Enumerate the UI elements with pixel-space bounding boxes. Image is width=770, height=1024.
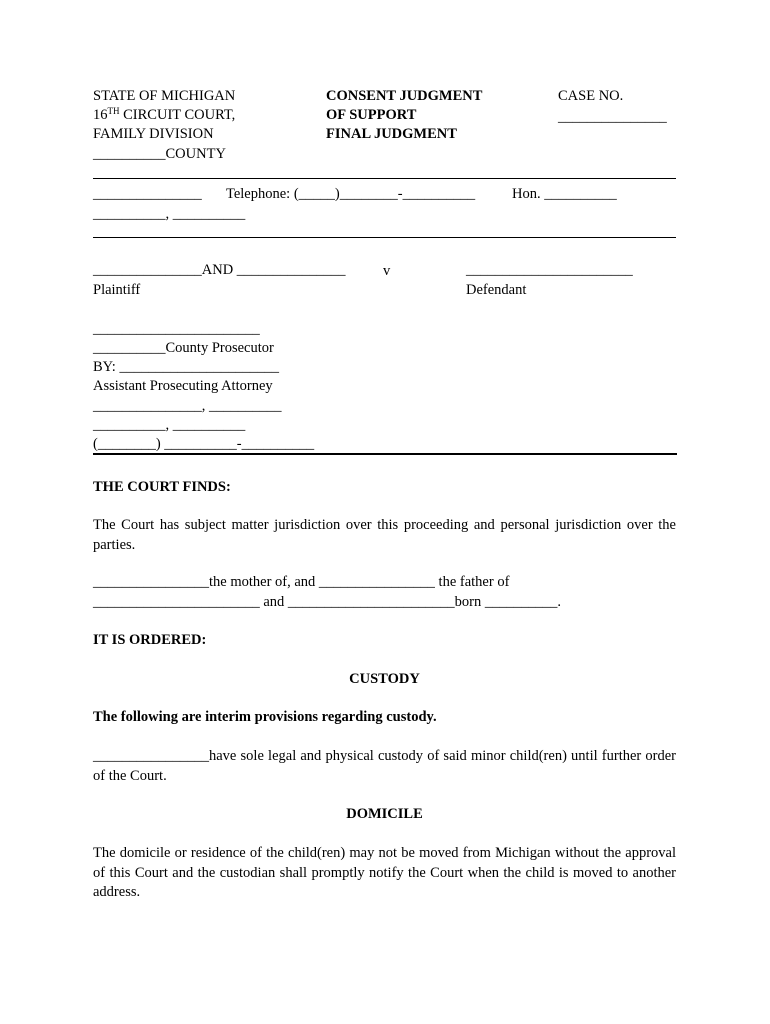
divider — [93, 237, 676, 238]
parents-line-2[interactable]: _______________________ and _______________________born __________. — [93, 594, 562, 610]
court-county: __________COUNTY — [93, 146, 226, 162]
court-division: FAMILY DIVISION — [93, 126, 214, 142]
divider — [93, 178, 676, 179]
jurisdiction-paragraph: The Court has subject matter jurisdiction over this proceeding and personal jurisdiction over the parties. — [93, 517, 676, 553]
plaintiff-label: Plaintiff — [93, 282, 141, 298]
county-prosecutor-field[interactable]: __________County Prosecutor — [93, 340, 274, 356]
interim-provisions-heading: The following are interim provisions regarding custody. — [93, 709, 437, 725]
court-finds-heading: THE COURT FINDS: — [93, 479, 231, 495]
address-field[interactable]: __________, __________ — [93, 206, 246, 222]
assistant-prosecutor-label: Assistant Prosecuting Attorney — [93, 378, 273, 394]
custody-heading: CUSTODY — [349, 671, 420, 687]
custody-paragraph[interactable]: ________________have sole legal and physical custody of said minor child(ren) until further order of the Court. — [93, 748, 676, 784]
circuit-ordinal: TH — [107, 106, 120, 116]
attorney-name-field[interactable]: _______________ — [93, 186, 202, 202]
section-divider — [93, 453, 677, 455]
prosecutor-signature-field[interactable]: _______________________ — [93, 321, 260, 337]
judge-field[interactable]: Hon. __________ — [512, 186, 617, 202]
ordered-heading: IT IS ORDERED: — [93, 632, 207, 648]
defendant-field[interactable]: _______________________ — [466, 262, 633, 278]
domicile-paragraph: The domicile or residence of the child(ren) may not be moved from Michigan without the approval of this Court and the custodian shall promptly notify the Court when the child is moved to another address. — [93, 845, 676, 900]
court-circuit — [93, 106, 235, 125]
circuit-label: CIRCUIT COURT, — [119, 107, 236, 123]
versus-label: v — [383, 263, 391, 279]
domicile-heading: DOMICILE — [346, 806, 423, 822]
by-field[interactable]: BY: ______________________ — [93, 359, 279, 375]
plaintiff-field[interactable]: _______________AND _______________ — [93, 262, 346, 278]
doc-title-line1: CONSENT JUDGMENT — [326, 88, 483, 104]
prosecutor-address-field[interactable]: _______________, __________ — [93, 398, 282, 414]
doc-title-line2: OF SUPPORT — [326, 107, 417, 123]
doc-title-line3: FINAL JUDGMENT — [326, 126, 457, 142]
parents-line-1[interactable]: ________________the mother of, and ________________ the father of — [93, 574, 510, 590]
telephone-field[interactable]: Telephone: (_____)________-__________ — [226, 186, 476, 202]
circuit-number: 16 — [93, 107, 108, 123]
court-state: STATE OF MICHIGAN — [93, 88, 236, 104]
prosecutor-phone-field[interactable]: (________) __________-__________ — [93, 436, 315, 452]
prosecutor-city-field[interactable]: __________, __________ — [93, 417, 246, 433]
defendant-label: Defendant — [466, 282, 527, 298]
case-number-label: CASE NO. — [558, 88, 624, 104]
case-number-field[interactable]: _______________ — [558, 109, 667, 125]
